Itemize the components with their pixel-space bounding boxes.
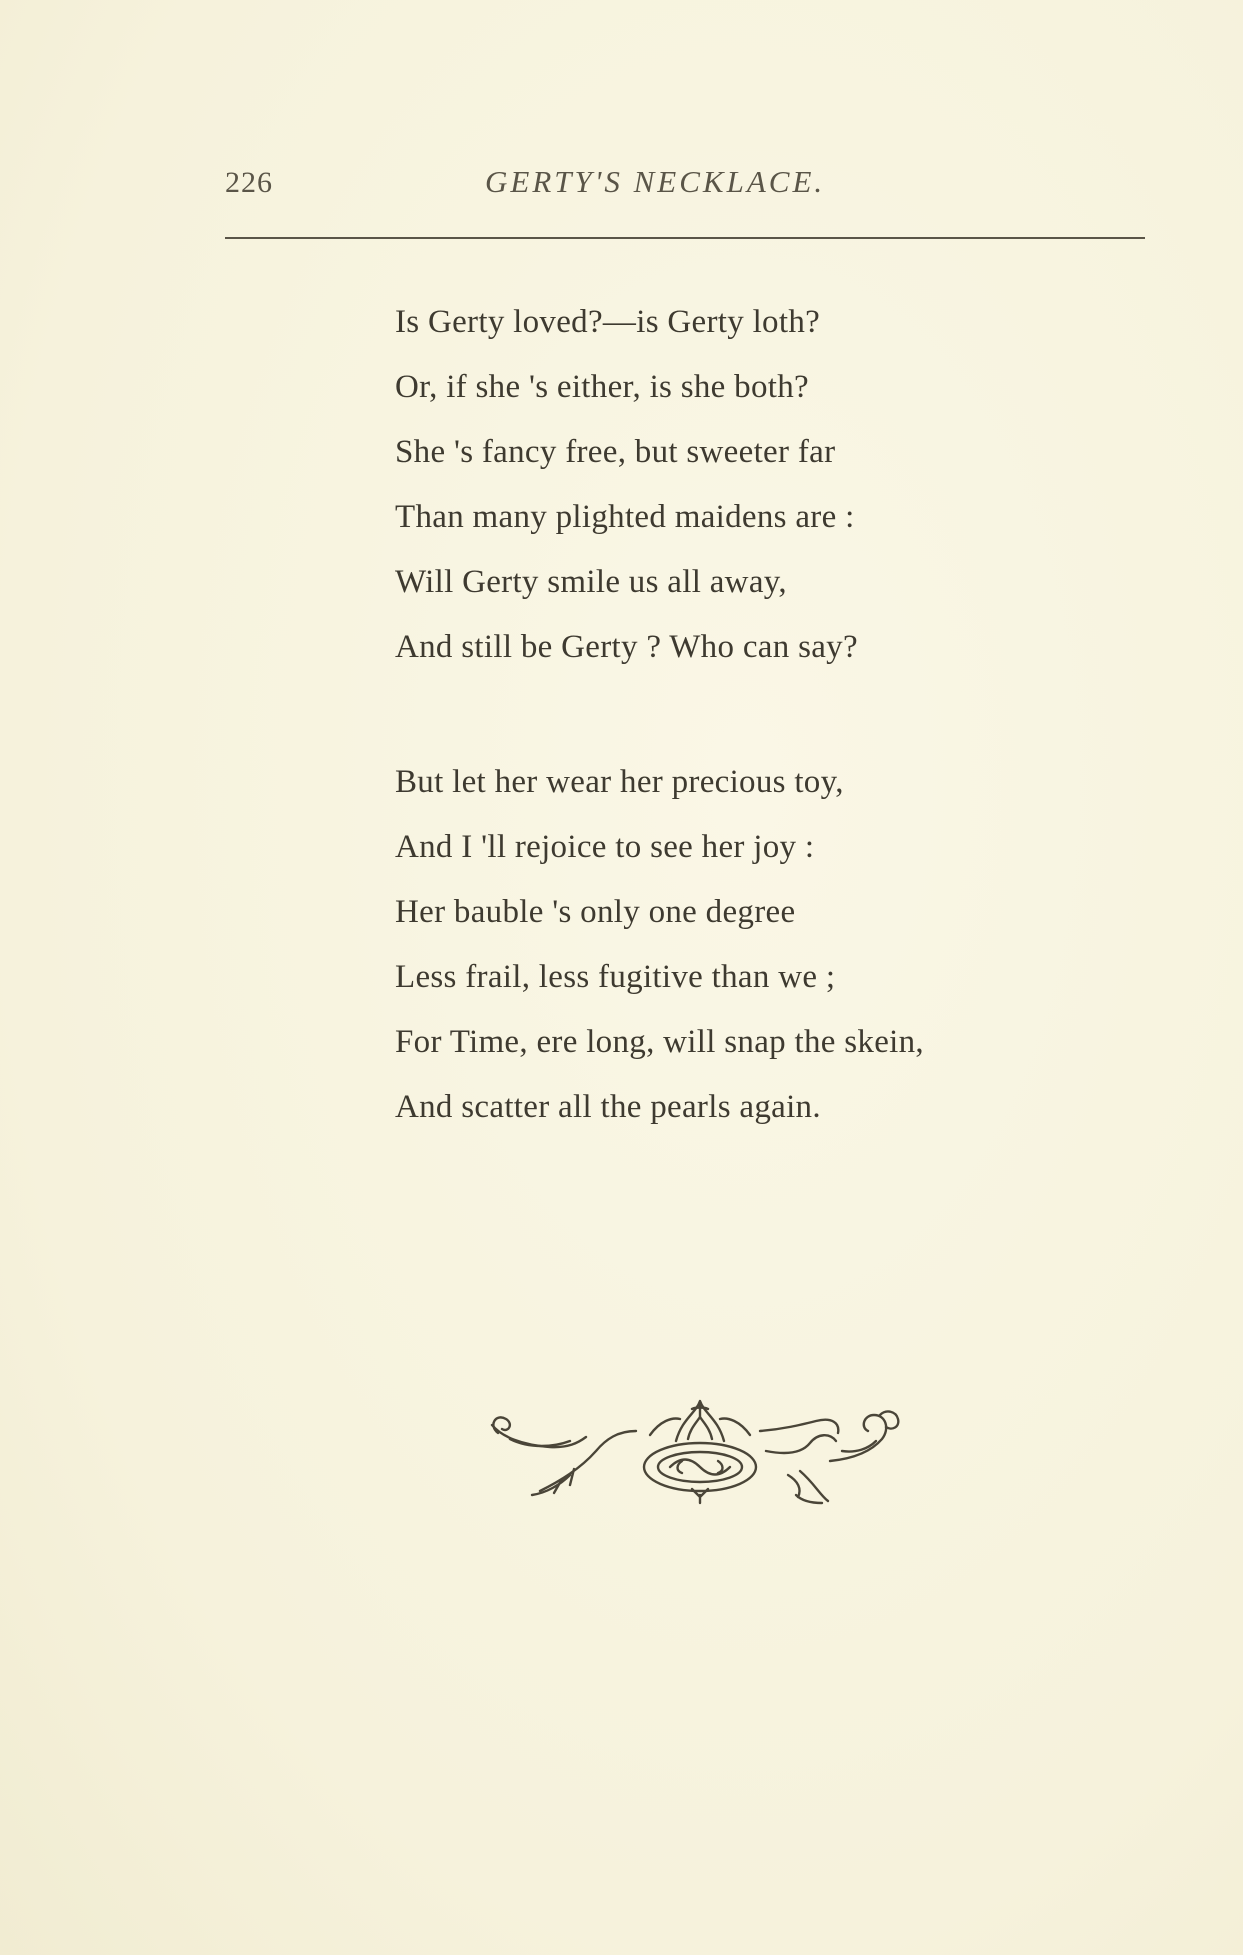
scroll-flourish-icon (470, 1395, 930, 1515)
poem-line: And scatter all the pearls again. (395, 1089, 821, 1125)
poem-line: But let her wear her precious toy, (395, 764, 844, 800)
header-rule (225, 237, 1145, 239)
page-number: 226 (225, 166, 273, 199)
running-head (225, 160, 1145, 210)
running-title: GERTY'S NECKLACE. (485, 164, 826, 199)
poem-line: Is Gerty loved?—is Gerty loth? (395, 304, 821, 340)
poem-line: Will Gerty smile us all away, (395, 564, 787, 600)
poem-line: Less frail, less fugitive than we ; (395, 959, 836, 995)
poem-line: And I 'll rejoice to see her joy : (395, 829, 815, 865)
poem-line: For Time, ere long, will snap the skein, (395, 1024, 924, 1060)
stanza (395, 290, 1155, 680)
poem-line: And still be Gerty ? Who can say? (395, 629, 858, 665)
poem (395, 290, 1155, 1140)
stanza (395, 750, 1155, 1140)
poem-line: She 's fancy free, but sweeter far (395, 434, 836, 470)
poem-line: Than many plighted maidens are : (395, 499, 855, 535)
poem-line: Her bauble 's only one degree (395, 894, 796, 930)
poem-line: Or, if she 's either, is she both? (395, 369, 809, 405)
